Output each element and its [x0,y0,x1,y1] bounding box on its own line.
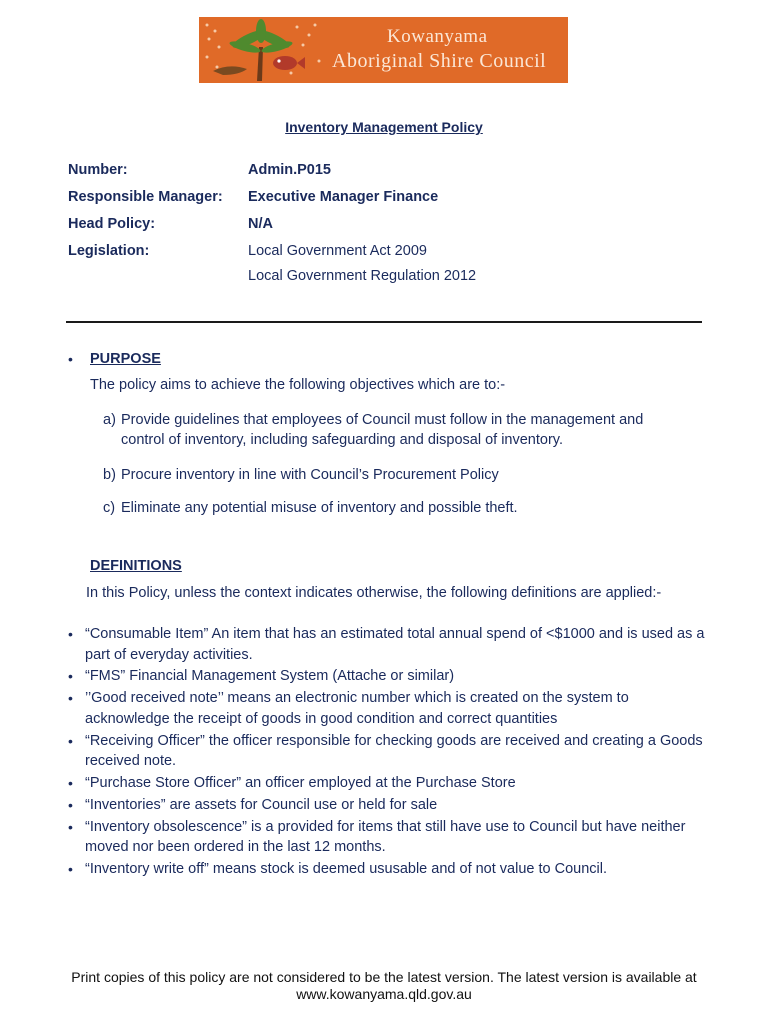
purpose-bullet: • [68,351,73,367]
logo-title-line1: Kowanyama [387,26,488,47]
section-divider [66,321,702,323]
objective-b-text: Procure inventory in line with Council’s Procurement Policy [121,467,499,483]
definition-item: • “Inventory write off” means stock is deemed ususable and of not value to Council. [68,859,708,880]
responsible-manager-label: Responsible Manager: [68,189,223,205]
footer-notice: Print copies of this policy are not considered to be the latest version. The latest version is available at [71,969,697,985]
logo-title-line2: Aboriginal Shire Council [332,50,547,72]
objective-b-marker: b) [103,467,116,483]
council-logo [199,17,568,83]
page-footer [0,969,768,1003]
legislation-value-2: Local Government Regulation 2012 [248,268,477,284]
objective-c-marker: c) [103,500,116,516]
head-policy-label: Head Policy: [68,216,156,232]
number-label: Number: [68,162,128,178]
document-title: Inventory Management Policy [285,119,483,135]
objective-a-line1: Provide guidelines that employees of Council must follow in the management and [121,412,644,428]
footer-url: www.kowanyama.qld.gov.au [296,986,472,1002]
legislation-label: Legislation: [68,243,150,259]
definition-item: • “Consumable Item” An item that has an estimated total annual spend of <$1000 and is used as a part of everyday activities. [68,624,708,665]
head-policy-value: N/A [248,216,273,232]
legislation-value-1: Local Government Act 2009 [248,243,427,259]
definition-item: • “Inventories” are assets for Council use or held for sale [68,795,708,816]
definition-item: • ’’Good received note’’ means an electronic number which is created on the system to acknowledge the receipt of goods in good condition and correct quantities [68,688,708,729]
objective-c-text: Eliminate any potential misuse of inventory and possible theft. [121,500,518,516]
definitions-list [68,624,708,881]
purpose-intro: The policy aims to achieve the following objectives which are to:- [90,377,506,393]
objective-a-marker: a) [103,412,116,428]
definition-item: • “Receiving Officer” the officer responsible for checking goods are received and creating a Goods received note. [68,731,708,772]
definitions-heading: DEFINITIONS [90,558,182,574]
number-value: Admin.P015 [248,162,331,178]
definition-item: • “FMS” Financial Management System (Attache or similar) [68,666,708,687]
responsible-manager-value: Executive Manager Finance [248,189,439,205]
definition-item: • “Inventory obsolescence” is a provided for items that still have use to Council but have neither moved nor been ordered in the last 12 months. [68,817,708,858]
definitions-intro: In this Policy, unless the context indicates otherwise, the following definitions are applied:- [86,585,662,601]
objective-a-line2: control of inventory, including safeguarding and disposal of inventory. [121,432,563,448]
definition-item: • “Purchase Store Officer” an officer employed at the Purchase Store [68,773,708,794]
purpose-heading: PURPOSE [90,351,161,367]
